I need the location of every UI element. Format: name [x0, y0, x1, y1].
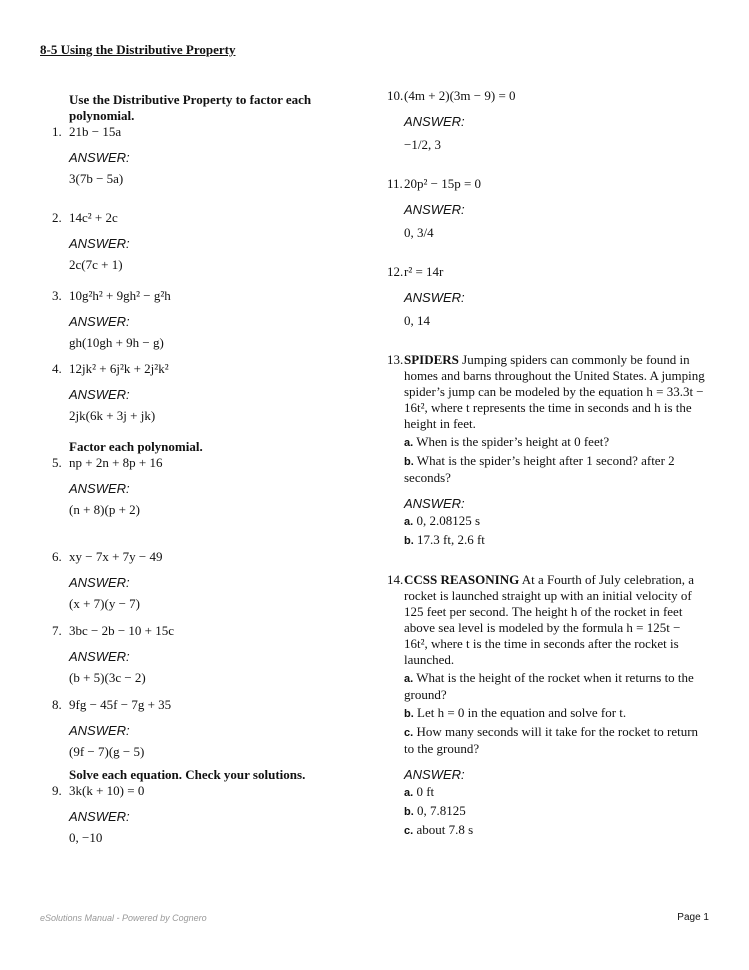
- question-text: [404, 352, 707, 432]
- part-label: b.: [404, 708, 414, 720]
- question-item: [387, 176, 707, 242]
- question-item: [52, 697, 352, 761]
- question-item: [52, 623, 352, 687]
- answer-value: (b + 5)(3c − 2): [69, 670, 146, 685]
- question-item: [52, 549, 352, 613]
- section-heading: Factor each polynomial.: [69, 439, 203, 454]
- question-number: 2.: [52, 210, 62, 225]
- problem-text: Jumping spiders can commonly be found in homes and barns throughout the United States. A jumping spider’s jump can be modeled by the equation h = 33.3t − 16t², where t represents the time in seconds and h is the height in feet.: [404, 352, 705, 431]
- problem-label: CCSS REASONING: [404, 572, 520, 587]
- question-number: 3.: [52, 288, 62, 303]
- answer-value: 0, 14: [404, 313, 430, 328]
- question-text: 9fg − 45f − 7g + 35: [69, 697, 172, 712]
- part-label: b.: [404, 806, 414, 818]
- question-number: 8.: [52, 697, 62, 712]
- answer-label: ANSWER:: [69, 150, 130, 165]
- problem-part: [404, 724, 707, 757]
- question-number: 9.: [52, 783, 62, 798]
- part-label: c.: [404, 825, 414, 837]
- question-item: [52, 455, 352, 519]
- section-heading: Solve each equation. Check your solutions.: [69, 767, 306, 782]
- answer-value: 0 ft: [416, 784, 435, 799]
- part-label: a.: [404, 787, 414, 799]
- question-item: [52, 210, 352, 274]
- answer-value: 0, 3/4: [404, 225, 434, 240]
- question-text: r² = 14r: [404, 264, 444, 279]
- footer-text: eSolutions Manual - Powered by Cognero: [40, 913, 207, 923]
- problem-part: [404, 705, 707, 722]
- left-column: [52, 92, 352, 847]
- question-number: 12.: [387, 264, 404, 279]
- answer-value: (9f − 7)(g − 5): [69, 744, 145, 759]
- part-text: How many seconds will it take for the rocket to return to the ground?: [404, 724, 699, 756]
- problem-part: [404, 453, 707, 486]
- question-text: 12jk² + 6j²k + 2j²k²: [69, 361, 169, 376]
- part-label: c.: [404, 727, 414, 739]
- problem-text: At a Fourth of July celebration, a rocket is launched straight up with an initial velocity of 125 feet per second. The height h of the rocket in feet above sea level is modeled by the formula h = 125t − 16t², where t is the time in seconds after the rocket is launched.: [404, 572, 694, 667]
- answer-value: 0, −10: [69, 830, 103, 845]
- question-item: [387, 88, 707, 154]
- question-number: 10.: [387, 88, 404, 103]
- section-heading: Use the Distributive Property to factor each polynomial.: [69, 92, 312, 123]
- answer-value: 2c(7c + 1): [69, 257, 123, 272]
- question-text: 21b − 15a: [69, 124, 122, 139]
- answer-value: 3(7b − 5a): [69, 171, 124, 186]
- question-text: np + 2n + 8p + 16: [69, 455, 163, 470]
- answer-label: ANSWER:: [404, 496, 465, 511]
- answer-label: ANSWER:: [404, 114, 465, 129]
- answer-label: ANSWER:: [69, 387, 130, 402]
- question-text: xy − 7x + 7y − 49: [69, 549, 163, 564]
- part-label: a.: [404, 673, 414, 685]
- answer-label: ANSWER:: [69, 236, 130, 251]
- question-item: [52, 124, 352, 188]
- part-label: b.: [404, 535, 414, 547]
- question-number: 11.: [387, 176, 403, 191]
- question-text: 10g²h² + 9gh² − g²h: [69, 288, 171, 303]
- answer-part: [404, 512, 707, 531]
- answer-value: gh(10gh + 9h − g): [69, 335, 164, 350]
- answer-part: [404, 821, 707, 840]
- question-text: 14c² + 2c: [69, 210, 118, 225]
- question-item: [52, 288, 352, 352]
- answer-label: ANSWER:: [69, 723, 130, 738]
- question-text: [404, 572, 707, 668]
- question-number: 5.: [52, 455, 62, 470]
- answer-value: about 7.8 s: [416, 822, 474, 837]
- question-item: [52, 783, 352, 847]
- page-title: 8-5 Using the Distributive Property: [40, 42, 236, 57]
- answer-label: ANSWER:: [69, 575, 130, 590]
- part-text: What is the height of the rocket when it returns to the ground?: [404, 670, 694, 702]
- part-text: What is the spider’s height after 1 second? after 2 seconds?: [404, 453, 675, 485]
- question-number: 1.: [52, 124, 62, 139]
- answer-part: [404, 531, 707, 550]
- answer-label: ANSWER:: [404, 290, 465, 305]
- answer-label: ANSWER:: [404, 767, 465, 782]
- answer-value: 17.3 ft, 2.6 ft: [417, 532, 485, 547]
- right-column: [387, 88, 707, 840]
- part-label: a.: [404, 516, 414, 528]
- answer-label: ANSWER:: [69, 314, 130, 329]
- part-text: When is the spider’s height at 0 feet?: [416, 434, 610, 449]
- question-text: (4m + 2)(3m − 9) = 0: [404, 88, 516, 103]
- problem-part: [404, 670, 707, 703]
- answer-value: 2jk(6k + 3j + jk): [69, 408, 156, 423]
- part-label: b.: [404, 456, 414, 468]
- question-number: 13.: [387, 352, 404, 367]
- question-item: [52, 361, 352, 425]
- part-text: Let h = 0 in the equation and solve for t.: [417, 705, 627, 720]
- problem-part: [404, 434, 707, 451]
- question-text: 3k(k + 10) = 0: [69, 783, 145, 798]
- answer-value: 0, 7.8125: [417, 803, 466, 818]
- answer-label: ANSWER:: [69, 809, 130, 824]
- answer-label: ANSWER:: [69, 481, 130, 496]
- question-text: 20p² − 15p = 0: [404, 176, 482, 191]
- question-item: [387, 264, 707, 330]
- question-number: 7.: [52, 623, 62, 638]
- word-problem: [387, 572, 707, 840]
- answer-value: −1/2, 3: [404, 137, 441, 152]
- answer-label: ANSWER:: [69, 649, 130, 664]
- answer-label: ANSWER:: [404, 202, 465, 217]
- answer-part: [404, 802, 707, 821]
- word-problem: [387, 352, 707, 550]
- page-number: Page 1: [677, 912, 709, 923]
- part-label: a.: [404, 437, 414, 449]
- question-text: 3bc − 2b − 10 + 15c: [69, 623, 175, 638]
- answer-value: (x + 7)(y − 7): [69, 596, 140, 611]
- answer-part: [404, 783, 707, 802]
- question-number: 14.: [387, 572, 404, 587]
- problem-label: SPIDERS: [404, 352, 459, 367]
- question-number: 6.: [52, 549, 62, 564]
- question-number: 4.: [52, 361, 62, 376]
- answer-value: (n + 8)(p + 2): [69, 502, 140, 517]
- answer-value: 0, 2.08125 s: [416, 513, 480, 528]
